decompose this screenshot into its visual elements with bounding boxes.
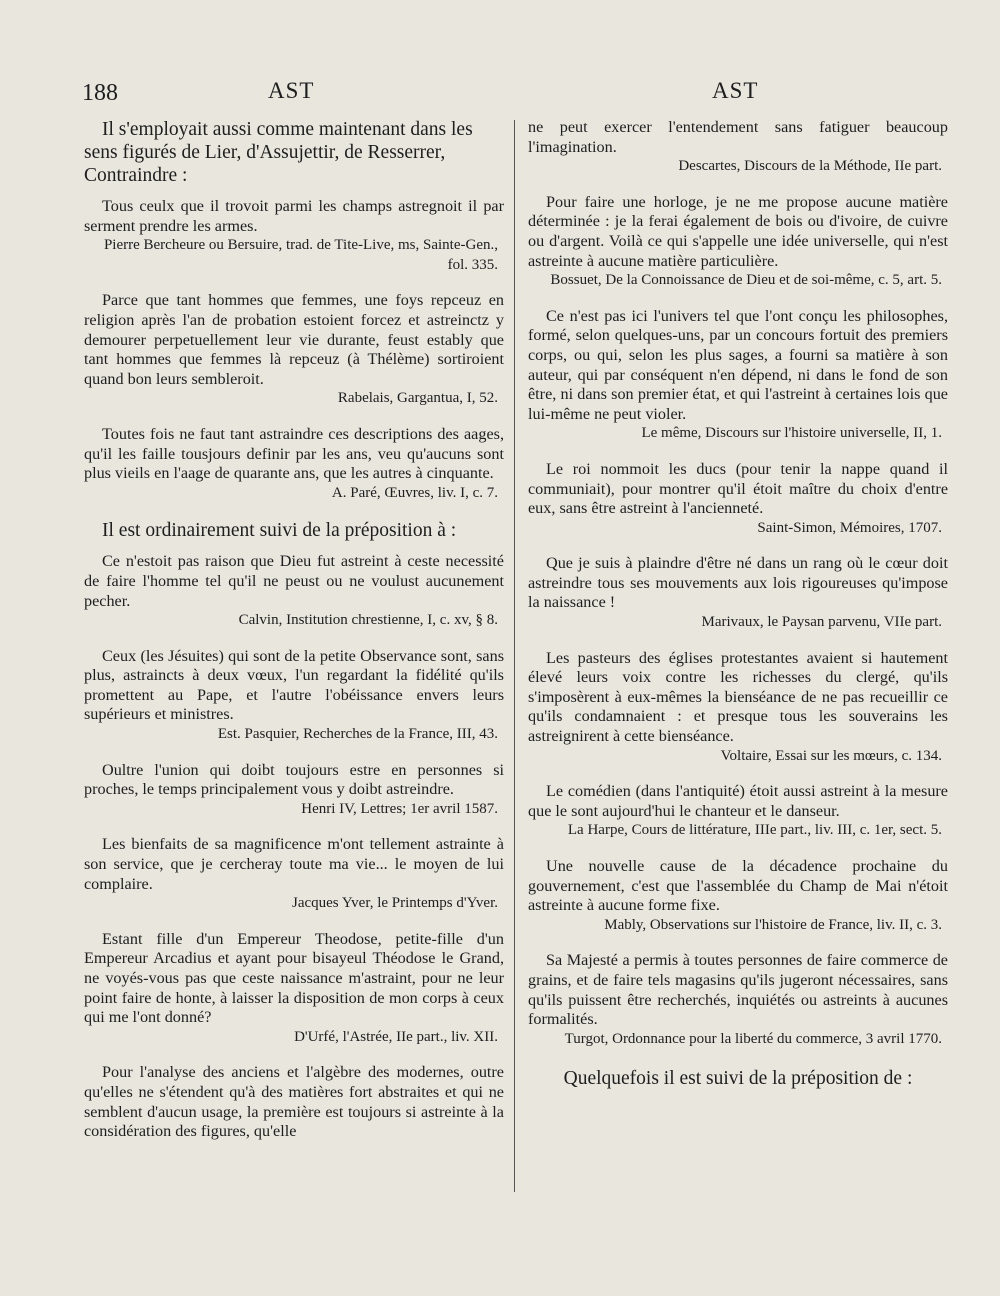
quote-entry [528,460,948,538]
citation: Descartes, Discours de la Méthode, IIe part. [678,158,942,175]
quote-text: Ce n'est pas ici l'univers tel que l'ont conçu les philosophes, formé, selon quelques-uns, par un concours fortuit des premiers corps, ou qui, selon les plus sages, a fourni sa matière à son auteur, qui par conséquent n'en dépend, ni dans le fond de son être, ni dans son premier état, et qui l'astreint à certaines lois que lui-même ne peut violer. [528,306,948,423]
section-heading: Quelquefois il est suivi de la préposition de : [563,1068,913,1090]
quote-entry [84,197,504,275]
quote-text: Parce que tant hommes que femmes, une foys repceuz en religion après l'an de probation estoient forcez et astreinctz y demourer perpetuellement leur vie durante, feust estably que tant hommes que femmes là repceuz (à Thélème) sortiroient quand bon leurs sembleroit. [84,291,504,388]
citation: Mably, Observations sur l'histoire de France, liv. II, c. 3. [604,916,942,933]
citation: La Harpe, Cours de littérature, IIIe part., liv. III, c. 1er, sect. 5. [567,822,942,839]
quote-text: Oultre l'union qui doibt toujours estre en personnes si proches, le temps principalement vous y doibt astreindre. [84,760,504,799]
quote-entry [84,552,504,630]
section-heading: Il s'employait aussi comme maintenant dans les sens figurés de Lier, d'Assujettir, de Resserrer, Contraindre : [84,119,473,186]
quote-entry [528,118,948,177]
quote-entry [84,1063,504,1141]
quote-entry [528,857,948,935]
citation: Calvin, Institution chrestienne, I, c. xv, § 8. [238,612,498,629]
citation: Marivaux, le Paysan parvenu, VIIe part. [701,614,942,631]
quote-entry [84,425,504,503]
quote-entry [84,835,504,913]
citation: Henri IV, Lettres; 1er avril 1587. [301,800,498,817]
citation: Rabelais, Gargantua, I, 52. [337,390,498,407]
citation: Turgot, Ordonnance pour la liberté du commerce, 3 avril 1770. [564,1030,942,1047]
citation: Jacques Yver, le Printemps d'Yver. [292,895,498,912]
quote-entry [528,951,948,1049]
quote-entry [528,307,948,444]
quote-text: Ceux (les Jésuites) qui sont de la petite Observance sont, sans plus, astraincts à deux vœux, l'un regardant la fidélité qu'ils promettent au Pape, et l'autre l'obéissance envers leurs supérieurs et ministres. [84,646,504,724]
quote-continuation: ne peut exercer l'entendement sans fatiguer beaucoup l'imagination. [528,118,948,156]
quote-text: Tous ceulx que il trovoit parmi les champs astregnoit il par serment prendre les armes. [84,197,504,235]
quote-text: Que je suis à plaindre d'être né dans un rang où le cœur doit astreindre tous ses mouvements aux lois rigoureuses qu'impose la naissance ! [528,554,948,612]
right-column [528,118,948,1100]
quote-entry [84,761,504,820]
quote-text: Les pasteurs des églises protestantes avaient si hautement élevé leurs voix contre les richesses du clergé, qu'ils s'imposèrent à eux-mêmes la bienséance de ne pas recueillir ce qu'ils condamnaient : et presque tous les souverains les astreignirent à cette bienséance. [528,648,948,746]
citation: Est. Pasquier, Recherches de la France, III, 43. [217,726,498,743]
quote-text: Ce n'estoit pas raison que Dieu fut astreint à ceste necessité de faire l'homme tel qu'il ne peust ou ne voulust aucunement pecher. [84,552,504,610]
citation: D'Urfé, l'Astrée, IIe part., liv. XII. [294,1028,498,1045]
quote-text: Toutes fois ne faut tant astraindre ces descriptions des aages, qu'il les faille tousjours definir par les ans, veu qu'aucuns sont plus vieils en l'aage de quarante ans, que les autres à cinquante. [84,424,504,483]
quote-text: Une nouvelle cause de la décadence prochaine du gouvernement, c'est que l'assemblée du Champ de Mai n'étoit astreinte à aucune forme fixe. [528,857,948,915]
quote-text: Le roi nommoit les ducs (pour tenir la nappe quand il communiait), pour montrer qu'il étoit maître du choix d'entre eux, sans être astreint à l'ancienneté. [528,459,948,518]
quote-text: Pour faire une horloge, je ne me propose aucune matière déterminée : je la ferai également de bois ou d'ivoire, de cuivre ou d'argent. Voilà ce qui s'appelle une idée universelle, qui n'est astreinte à aucune matière particulière. [528,192,948,270]
quote-entry [84,647,504,745]
section-heading: Il est ordinairement suivi de la préposition à : [102,520,457,542]
citation: Pierre Bercheure ou Bersuire, trad. de Tite-Live, ms, Sainte-Gen., fol. 335. [103,237,498,273]
page-number: 188 [82,80,118,106]
quote-entry [84,291,504,409]
quote-text: Sa Majesté a permis à toutes personnes de faire commerce de grains, et de faire tels magasins qu'ils jugeront nécessaires, sans qu'ils puissent être recherchés, inquiétés ou astreints à aucunes formalités. [528,951,948,1029]
quote-entry [528,193,948,291]
column-divider [514,120,515,1192]
running-head-left: AST [268,78,315,103]
quote-entry [84,930,504,1048]
citation: A. Paré, Œuvres, liv. I, c. 7. [331,484,498,501]
quote-entry [528,782,948,841]
quote-text: Les bienfaits de sa magnificence m'ont tellement astrainte à son service, que je cercheray toute ma vie... le moyen de lui complaire. [84,835,504,893]
quote-text: Le comédien (dans l'antiquité) étoit aussi astreint à la mesure que le sont aujourd'hui le chanteur et le danseur. [528,782,948,820]
citation: Voltaire, Essai sur les mœurs, c. 134. [720,747,942,764]
citation: Le même, Discours sur l'histoire universelle, II, 1. [641,425,942,442]
quote-text: Estant fille d'un Empereur Theodose, petite-fille d'un Empereur Arcadius et ayant pour bisayeul Théodose le Grand, ne voyés-vous pas que ceste naissance m'astraint, pour ne leur point faire de honte, à laisser la disposition de mon corps à ceux qui me l'ont donné? [84,929,504,1027]
quote-entry [528,554,948,632]
left-column [84,118,504,1158]
citation: Saint-Simon, Mémoires, 1707. [757,519,942,536]
quote-text: Pour l'analyse des anciens et l'algèbre des modernes, outre qu'elles ne s'étendent qu'à des matières fort abstraites et qui ne semblent d'aucun usage, la première est toujours si astreinte à la considération des figures, qu'elle [84,1063,504,1141]
citation: Bossuet, De la Connoissance de Dieu et de soi-même, c. 5, art. 5. [550,272,942,289]
quote-entry [528,649,948,767]
running-head-right: AST [712,78,759,103]
